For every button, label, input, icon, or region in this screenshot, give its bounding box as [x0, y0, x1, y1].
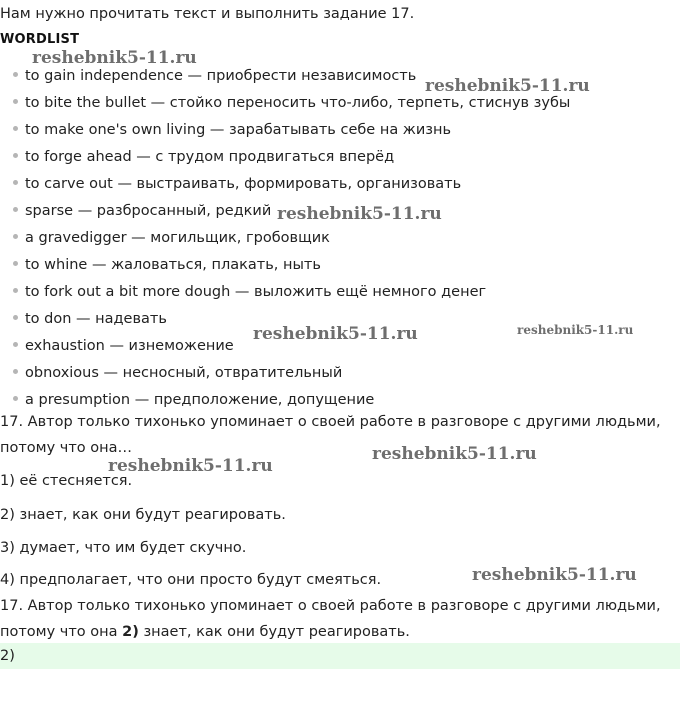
- bullet-icon: [13, 234, 18, 239]
- watermark: reshebnik5-11.ru: [372, 444, 537, 464]
- intro-text: Нам нужно прочитать текст и выполнить задание 17.: [0, 6, 415, 22]
- watermark: reshebnik5-11.ru: [425, 76, 590, 96]
- wordlist-item: [13, 336, 234, 356]
- wordlist-item-text: to carve out — выстраивать, формировать, организовать: [25, 176, 462, 192]
- option-4: 4) предполагает, что они просто будут смеяться.: [0, 572, 382, 588]
- question-line: 17. Автор только тихонько упоминает о своей работе в разговоре с другими людьми,: [0, 414, 661, 430]
- wordlist-item: [13, 282, 486, 302]
- option-2: 2) знает, как они будут реагировать.: [0, 507, 286, 523]
- wordlist-item-text: a presumption — предположение, допущение: [25, 392, 375, 408]
- bullet-icon: [13, 153, 18, 158]
- wordlist-item: [13, 201, 271, 221]
- wordlist-item: [13, 363, 342, 383]
- answer-line: 17. Автор только тихонько упоминает о своей работе в разговоре с другими людьми,: [0, 598, 661, 614]
- wordlist-item: [13, 147, 394, 167]
- answer-line: [0, 622, 410, 642]
- watermark: reshebnik5-11.ru: [253, 324, 418, 344]
- watermark: reshebnik5-11.ru: [32, 48, 197, 68]
- wordlist-item-text: to fork out a bit more dough — выложить ещё немного денег: [25, 284, 487, 300]
- wordlist-item-text: to whine — жаловаться, плакать, ныть: [25, 257, 321, 273]
- watermark: reshebnik5-11.ru: [108, 456, 273, 476]
- wordlist-item-text: to bite the bullet — стойко переносить что-либо, терпеть, стиснув зубы: [25, 95, 571, 111]
- answer-prefix: потому что она: [0, 624, 123, 640]
- bullet-icon: [13, 261, 18, 266]
- final-answer: 2): [0, 648, 15, 664]
- question-line: потому что она…: [0, 440, 133, 456]
- bullet-icon: [13, 315, 18, 320]
- bullet-icon: [13, 342, 18, 347]
- wordlist-item: [13, 174, 461, 194]
- bullet-icon: [13, 72, 18, 77]
- watermark: reshebnik5-11.ru: [277, 204, 442, 224]
- bullet-icon: [13, 396, 18, 401]
- wordlist-item-text: exhaustion — изнеможение: [25, 338, 234, 354]
- bullet-icon: [13, 180, 18, 185]
- watermark: reshebnik5-11.ru: [517, 323, 634, 337]
- option-1: 1) её стесняется.: [0, 473, 133, 489]
- wordlist-item-text: to don — надевать: [25, 311, 167, 327]
- wordlist-item-text: obnoxious — несносный, отвратительный: [25, 365, 343, 381]
- answer-suffix: знает, как они будут реагировать.: [138, 624, 410, 640]
- bullet-icon: [13, 126, 18, 131]
- bullet-icon: [13, 207, 18, 212]
- bullet-icon: [13, 288, 18, 293]
- wordlist-heading: WORDLIST: [0, 32, 80, 47]
- wordlist-item: [13, 255, 321, 275]
- wordlist-item-text: sparse — разбросанный, редкий: [25, 203, 272, 219]
- bullet-icon: [13, 369, 18, 374]
- answer-choice: 2): [122, 624, 139, 640]
- wordlist-item: [13, 66, 416, 86]
- wordlist-item: [13, 309, 167, 329]
- wordlist-item-text: to make one's own living — зарабатывать себе на жизнь: [25, 122, 452, 138]
- watermark: reshebnik5-11.ru: [472, 565, 637, 585]
- final-answer-box: [0, 643, 680, 669]
- wordlist-item-text: to forge ahead — с трудом продвигаться вперёд: [25, 149, 395, 165]
- wordlist-item-text: a gravedigger — могильщик, гробовщик: [25, 230, 330, 246]
- wordlist-item: [13, 390, 374, 410]
- wordlist-item: [13, 120, 451, 140]
- bullet-icon: [13, 99, 18, 104]
- option-3: 3) думает, что им будет скучно.: [0, 540, 247, 556]
- wordlist-item: [13, 228, 330, 248]
- wordlist-item-text: to gain independence — приобрести независимость: [25, 68, 417, 84]
- wordlist-item: [13, 93, 570, 113]
